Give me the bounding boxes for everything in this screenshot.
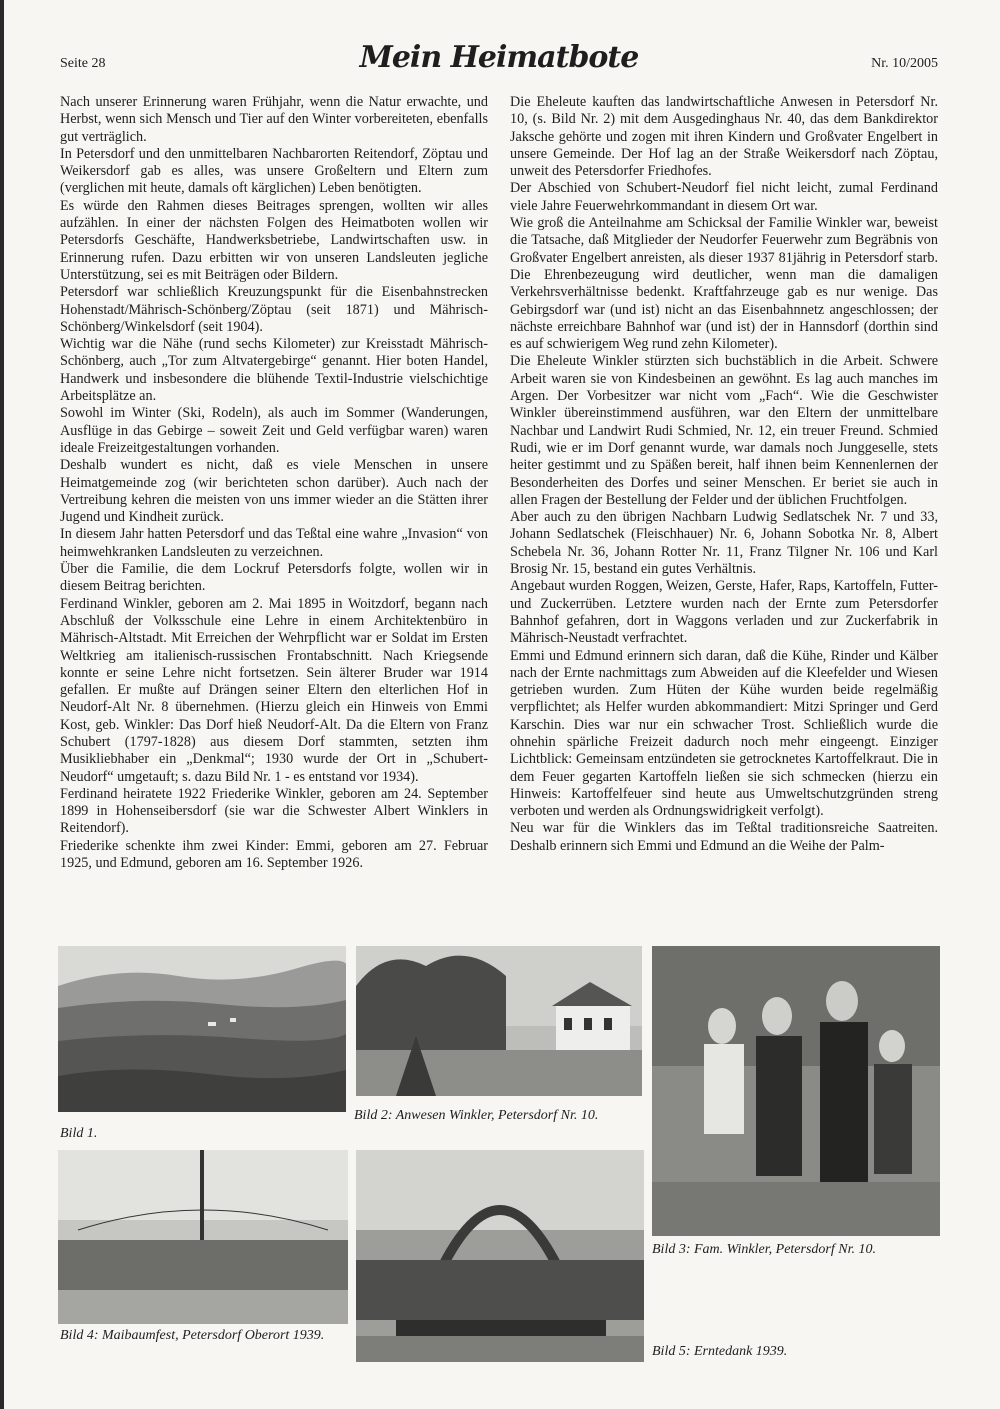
photo-bild5 bbox=[356, 1150, 644, 1362]
right-column bbox=[510, 94, 938, 855]
paragraph: Angebaut wurden Roggen, Weizen, Gerste, Hafer, Raps, Kartoffeln, Futter- und Zuckerrüben. Letztere wurden nach der Ernte zum Petersdorfer Bahnhof gefahren, dort in Waggons verladen und zur Zuckerfabrik in Mährisch-Neustadt verfrachtet. bbox=[510, 578, 938, 647]
issue-number: Nr. 10/2005 bbox=[871, 56, 938, 71]
paragraph: In diesem Jahr hatten Petersdorf und das Teßtal eine wahre „Invasion“ von heimwehkranken Landsleuten zu verzeichnen. bbox=[60, 526, 488, 560]
caption-bild3: Bild 3: Fam. Winkler, Petersdorf Nr. 10. bbox=[652, 1242, 876, 1257]
left-column bbox=[60, 94, 488, 872]
paragraph: Wichtig war die Nähe (rund sechs Kilometer) zur Kreisstadt Mährisch-Schönberg, auch „Tor zum Altvatergebirge“ genannt. Hier boten Handel, Handwerk und insbesondere die blühende Textil-Industrie vielschichtige Arbeitsplätze an. bbox=[60, 336, 488, 405]
photo-bild2 bbox=[356, 946, 642, 1096]
paragraph: Deshalb wundert es nicht, daß es viele Menschen in unsere Heimatgemeinde zog (wir berichteten schon darüber). Auch nach der Vertreibung kehren die meisten von uns immer wieder an die Stätten ihrer Jugend und Kindheit zurück. bbox=[60, 457, 488, 526]
page-number: Seite 28 bbox=[60, 56, 106, 71]
photo-bild1 bbox=[58, 946, 346, 1112]
paragraph: Nach unserer Erinnerung waren Frühjahr, wenn die Natur erwachte, und Herbst, wenn sich Mensch und Tier auf den Winter vorbereiteten, ebenfalls gut verträglich. bbox=[60, 94, 488, 145]
caption-bild4: Bild 4: Maibaumfest, Petersdorf Oberort 1939. bbox=[60, 1328, 325, 1343]
paragraph: Es würde den Rahmen dieses Beitrages sprengen, wollten wir alles aufzählen. In einer der nächsten Folgen des Heimatboten wollen wir Petersdorfs Geschäfte, Handwerksbetriebe, Landwirtschaften usw. in Erinnerung rufen. Dazu erbitten wir von unseren Landsleuten jegliche Unterstützung, sei es mit Beiträgen oder Bildern. bbox=[60, 197, 488, 283]
paragraph: Die Eheleute Winkler stürzten sich buchstäblich in die Arbeit. Schwere Arbeit waren sie von Kindesbeinen an gewöhnt. Es lag auch manches im Argen. Der Vorbesitzer war nicht vom „Fach“. Wie die Geschwister Winkler übereinstimmend ausführen, war den Eltern der unmittelbare Nachbar und Landwirt Rudi Schmied, Nr. 12, ein treuer Freund. Schmied Rudi, wie er im Dorf genannt wurde, war damals noch Junggeselle, stets heiter gestimmt und zu Späßen bereit, half ihnen beim Kennenlernen der Besonderheiten des Dorfes und seiner Menschen. Er beriet sie auch in allen Fragen der Bestellung der Felder und der üblichen Fruchtfolgen. bbox=[510, 353, 938, 508]
paragraph: Ferdinand Winkler, geboren am 2. Mai 1895 in Woitzdorf, begann nach Abschluß der Volksschule eine Lehre in einem Architektenbüro in Mährisch-Altstadt. Mit Erreichen der Wehrpflicht war er Soldat im Ersten Weltkrieg am italienisch-russischen Frontabschnitt. Nach Kriegsende konnte er seine Lehre nicht fortsetzen. Sein älterer Bruder war 1914 gefallen. Er mußte auf Drängen seiner Eltern den elterlichen Hof in Neudorf-Alt Nr. 8 übernehmen. (Hierzu gleich ein Hinweis von Emmi Kost, geb. Winkler: Das Dorf hieß Neudorf-Alt. Da die Eltern von Franz Schubert (1797-1828) aus diesem Dorf stammten, setzten ihm Musikliebhaber ein „Denkmal“; 1930 wurde der Ort in „Schubert-Neudorf“ umgetauft; s. dazu Bild Nr. 1 - es entstand vor 1934). bbox=[60, 595, 488, 785]
photo-bild4 bbox=[58, 1150, 348, 1324]
paragraph: Die Eheleute kauften das landwirtschaftliche Anwesen in Petersdorf Nr. 10, (s. Bild Nr. 2) mit dem Ausgedinghaus Nr. 40, das dem Bankdirektor Jaksche gehörte und zogen mit ihren Kindern und Großvater Engelbert in unsere Gemeinde. Der Hof lag an der Straße Weikersdorf nach Zöptau, unweit des Petersdorfer Friedhofes. bbox=[510, 94, 938, 180]
paragraph: Wie groß die Anteilnahme am Schicksal der Familie Winkler war, beweist die Tatsache, daß Mitglieder der Neudorfer Feuerwehr zum Begräbnis von Großvater Engelbert anreisten, als dieser 1937 81jährig in Petersdorf starb. Die Ehrenbezeugung wird deutlicher, wenn man die damaligen Verkehrsverhältnisse bedenkt. Kraftfahrzeuge gab es nur wenige. Das Gebirgsdorf war (und ist) nicht an das Eisenbahnnetz angeschlossen; der nächste erreichbare Bahnhof war (und ist) der in Hannsdorf (dorthin sind es auf schwierigem Weg rund zehn Kilometer). bbox=[510, 215, 938, 353]
scan-edge bbox=[0, 0, 4, 1409]
paragraph: Petersdorf war schließlich Kreuzungspunkt für die Eisenbahnstrecken Hohenstadt/Mährisch-Schönberg/Zöptau (seit 1871) und Mährisch-Schönberg/Winkelsdorf (seit 1904). bbox=[60, 284, 488, 335]
paragraph: Ferdinand heiratete 1922 Friederike Winkler, geboren am 24. September 1899 in Hohenseibersdorf (sie war die Schwester Albert Winklers in Reitendorf). bbox=[60, 785, 488, 837]
photo-bild3 bbox=[652, 946, 940, 1236]
masthead-logo: Mein Heimatbote bbox=[359, 40, 639, 75]
caption-bild2: Bild 2: Anwesen Winkler, Petersdorf Nr. 10. bbox=[354, 1108, 599, 1123]
paragraph: Sowohl im Winter (Ski, Rodeln), als auch im Sommer (Wanderungen, Ausflüge in das Gebirge – soweit Zeit und Geld verfügbar waren) waren ideale Freizeitgestaltungen vorhanden. bbox=[60, 405, 488, 456]
paragraph: Über die Familie, die dem Lockruf Petersdorfs folgte, wollen wir in diesem Beitrag berichten. bbox=[60, 561, 488, 595]
paragraph: Emmi und Edmund erinnern sich daran, daß die Kühe, Rinder und Kälber nach der Ernte nachmittags zum Abweiden auf die Kleefelder und Wiesen getrieben wurden. Zum Hüten der Kühe wurden beide regelmäßig verpflichtet; als Helfer wurden abkommandiert: Mitzi Springer und Gerd Karschin. Dies war nur ein schwacher Trost. Schließlich wurde die ohnehin spärliche Freizeit dadurch noch mehr eingeengt. Einziger Lichtblick: Gemeinsam entzündeten sie getrocknetes Kartoffelkraut. Die in dem Feuer gegarten Kartoffeln ließen sie sich schmecken (hierzu ein Hinweis: Kartoffelfeuer sind heute aus Umweltschutzgründen streng verboten und werden als Ordnungswidrigkeit verfolgt). bbox=[510, 647, 938, 820]
paragraph: Friederike schenkte ihm zwei Kinder: Emmi, geboren am 27. Februar 1925, und Edmund, geboren am 16. September 1926. bbox=[60, 837, 488, 872]
paragraph: In Petersdorf und den unmittelbaren Nachbarorten Reitendorf, Zöptau und Weikersdorf gab es alles, was unsere Großeltern und Eltern zum (verglichen mit heute, damals oft kärglichen) Leben benötigten. bbox=[60, 145, 488, 197]
paragraph: Neu war für die Winklers das im Teßtal traditionsreiche Saatreiten. Deshalb erinnern sich Emmi und Edmund an die Weihe der Palm- bbox=[510, 820, 938, 854]
caption-bild1: Bild 1. bbox=[60, 1126, 98, 1141]
paragraph: Aber auch zu den übrigen Nachbarn Ludwig Sedlatschek Nr. 7 und 33, Johann Sedlatschek (Fleischhauer) Nr. 6, Johann Sobotka Nr. 8, Albert Schebela Nr. 36, Johann Rotter Nr. 11, Franz Tilgner Nr. 106 und Karl Brosig Nr. 15, bestand ein gutes Verhältnis. bbox=[510, 509, 938, 578]
paragraph: Der Abschied von Schubert-Neudorf fiel nicht leicht, zumal Ferdinand viele Jahre Feuerwehrkommandant in diesem Ort war. bbox=[510, 180, 938, 214]
page-header bbox=[60, 40, 938, 80]
caption-bild5: Bild 5: Erntedank 1939. bbox=[652, 1344, 788, 1359]
